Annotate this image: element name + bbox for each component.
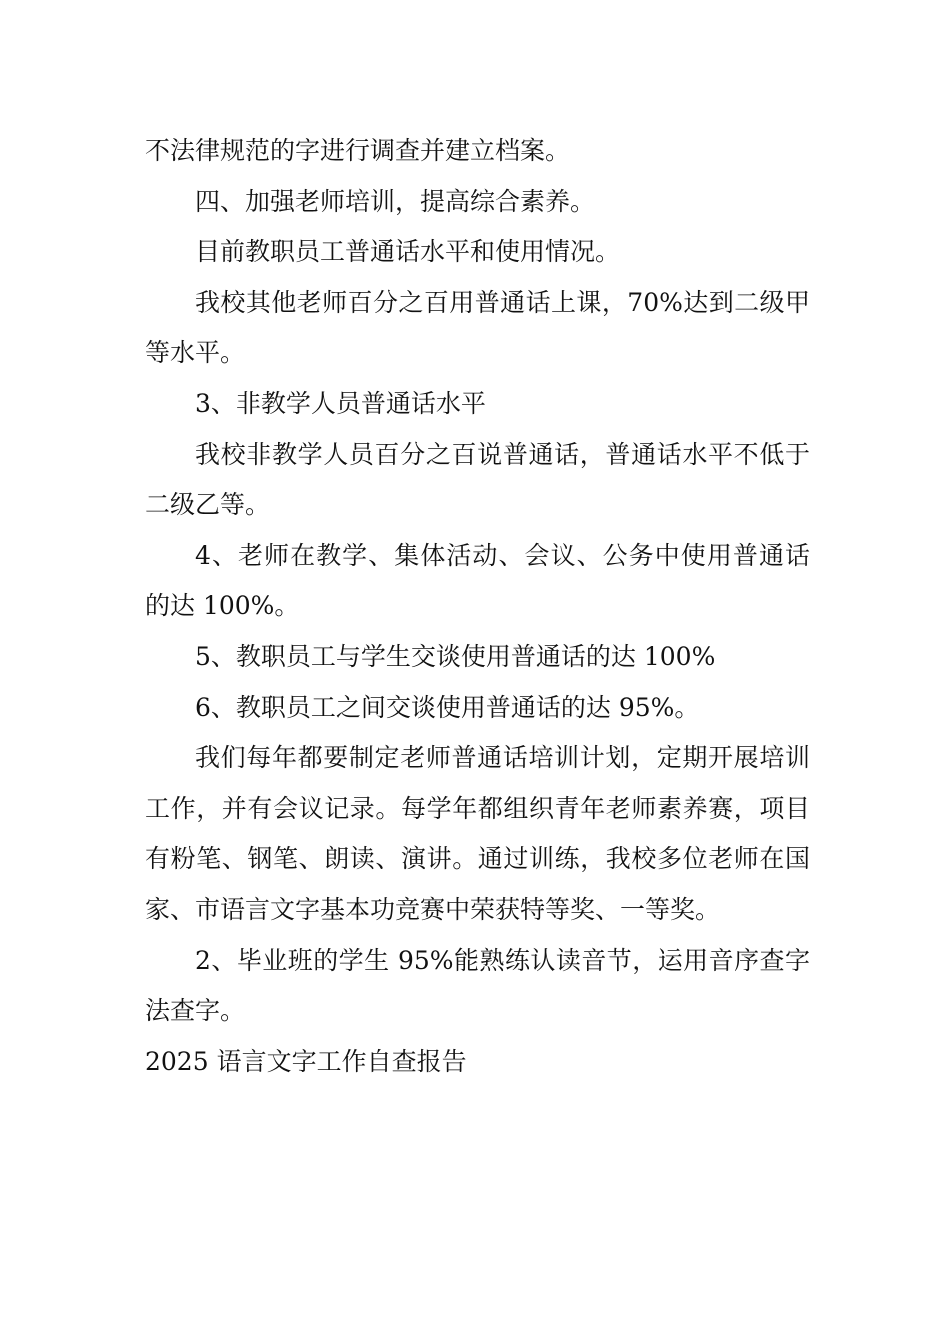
item-teacher-usage-rate: 4、老师在教学、集体活动、会议、公务中使用普通话的达 100%。 (145, 540, 810, 621)
item-staff-to-staff-usage-rate: 6、教职员工之间交谈使用普通话的达 95%。 (195, 692, 700, 722)
item-staff-student-usage-rate: 5、教职员工与学生交谈使用普通话的达 100% (195, 641, 716, 671)
section-heading-teacher-training: 四、加强老师培训，提高综合素养。 (195, 186, 596, 216)
paragraph-training-plan: 我们每年都要制定老师普通话培训计划，定期开展培训工作，并有会议记录。每学年都组织青年老师素养赛，项目有粉笔、钢笔、朗读、演讲。通过训练，我校多位老师在国家、市语言文字基本功竞赛中荣获特等奖、一等奖。 (145, 743, 810, 924)
paragraph-teacher-mandarin-level: 我校其他老师百分之百用普通话上课，70%达到二级甲等水平。 (145, 287, 810, 368)
paragraph-archive-note: 不法律规范的字进行调查并建立档案。 (145, 136, 571, 165)
document-title-footer: 2025 语言文字工作自查报告 (145, 1046, 467, 1076)
paragraph-non-teaching-staff-level: 我校非教学人员百分之百说普通话，普通话水平不低于二级乙等。 (145, 439, 810, 520)
item-non-teaching-staff-heading: 3、非教学人员普通话水平 (195, 388, 486, 418)
item-graduating-students: 2、毕业班的学生 95%能熟练认读音节，运用音序查字法查字。 (145, 945, 810, 1026)
paragraph-staff-mandarin-status: 目前教职员工普通话水平和使用情况。 (195, 237, 621, 267)
document-body (145, 126, 810, 1087)
